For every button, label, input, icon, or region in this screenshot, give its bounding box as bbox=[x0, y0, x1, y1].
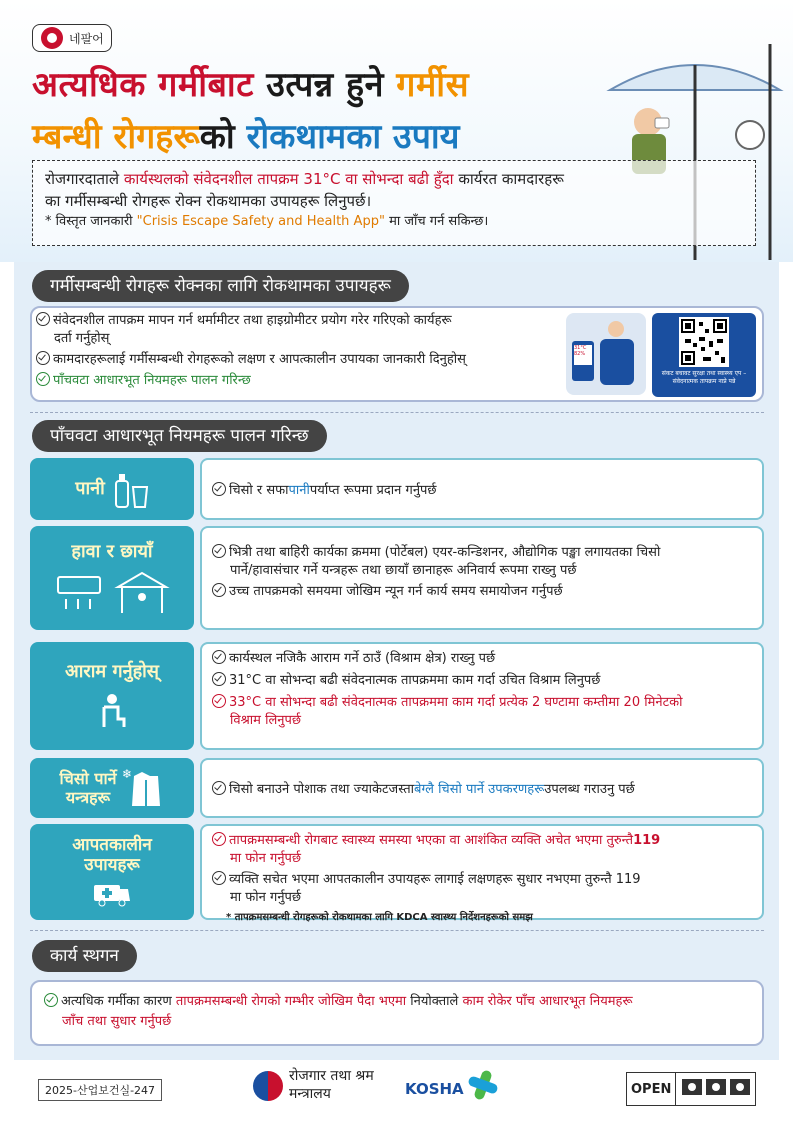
rule-title: आराम गर्नुहोस् bbox=[65, 661, 159, 683]
check-icon bbox=[212, 832, 226, 846]
rule-item bbox=[212, 583, 752, 602]
qr-caption: संकट बचावट सुरक्षा तथा स्वास्थ्य एप – संवेदनात्मक तापक्रम नाप्ने पन्ने bbox=[661, 370, 747, 385]
rule-item bbox=[212, 650, 752, 669]
check-icon bbox=[212, 482, 226, 496]
section-title-work-stoppage: कार्य स्थगन bbox=[32, 940, 137, 972]
kosha-cross-icon bbox=[466, 1068, 500, 1102]
license-icons bbox=[676, 1077, 755, 1101]
rule-item-cont: विश्राम लिनुपर्छ bbox=[230, 712, 301, 728]
ambulance-icon bbox=[92, 879, 132, 909]
rule-item bbox=[212, 672, 752, 691]
section-title-five-rules: पाँचवटा आधारभूत नियमहरू पालन गरिन्छ bbox=[32, 420, 327, 452]
title-part: अत्यधिक गर्मीबाट bbox=[32, 65, 267, 105]
rule-title: आपतकालीन bbox=[72, 834, 152, 855]
svg-text:❄: ❄ bbox=[122, 767, 133, 781]
stoppage-highlight: तापक्रमसम्बन्धी रोगको गम्भीर जोखिम पैदा भएमा bbox=[175, 994, 407, 1009]
rule-text: पर्याप्त रूपमा प्रदान गर्नुपर्छ bbox=[309, 483, 437, 498]
check-icon bbox=[36, 312, 50, 326]
title-part: उत्पन्न हुने bbox=[266, 65, 397, 105]
rule-body-emergency bbox=[200, 824, 764, 924]
rule-item-cont: पार्ने/हावासंचार गर्ने यन्त्रहरू तथा छायाँ छानाहरू अनिवार्य रूपमा राख्नु पर्छ bbox=[230, 562, 577, 578]
stoppage-line-2: जाँच तथा सुधार गर्नुपर्छ bbox=[62, 1013, 172, 1029]
rule-label-water bbox=[30, 458, 194, 520]
stoppage-highlight: काम रोकेर पाँच आधारभूत नियमहरू bbox=[462, 994, 633, 1009]
kdca-note: * तापक्रमसम्बन्धी रोगहरूको रोकथामका लागि KDCA स्वास्थ्य निर्देशनहरूको समझ bbox=[226, 912, 533, 924]
app-name: "Crisis Escape Safety and Health App" bbox=[136, 213, 385, 229]
worker-body bbox=[600, 339, 634, 385]
rule-text: 33°C वा सोभन्दा बढी संवेदनात्मक तापक्रममा काम गर्दा प्रत्येक 2 घण्टामा कम्तीमा 20 मिनेटको bbox=[229, 694, 683, 710]
note-text: * विस्तृत जानकारी bbox=[45, 213, 137, 229]
open-license-mark bbox=[626, 1072, 756, 1106]
water-bottle-icon bbox=[113, 469, 149, 509]
ministry-logo bbox=[253, 1068, 374, 1103]
divider bbox=[30, 412, 764, 413]
divider bbox=[30, 930, 764, 931]
title-part: को bbox=[199, 117, 247, 157]
air-conditioner-shade-icon bbox=[52, 569, 172, 615]
device-reading: 31°C 82% bbox=[574, 345, 592, 365]
rule-item bbox=[212, 694, 752, 713]
rule-item bbox=[212, 832, 752, 851]
list-item bbox=[36, 372, 556, 391]
item-text: पाँचवटा आधारभूत नियमहरू पालन गरिन्छ bbox=[53, 372, 251, 388]
check-icon bbox=[212, 583, 226, 597]
list-item bbox=[36, 351, 556, 370]
document-code: 2025-산업보건실-247 bbox=[38, 1079, 162, 1101]
rule-title-group bbox=[60, 769, 117, 807]
rule-text: भित्री तथा बाहिरी कार्यका क्रममा (पोर्टेबल) एयर-कन्डिशनर, औद्योगिक पङ्खा लगायतका चिसो bbox=[229, 545, 661, 560]
title-part: गर्मीस bbox=[396, 65, 470, 105]
title-line-1 bbox=[32, 60, 469, 106]
list-item bbox=[36, 312, 556, 331]
rule-text: व्यक्ति सचेत भएमा आपतकालीन उपायहरू लागाई लक्षणहरू सुधार नभएमा तुरुन्तै 119 bbox=[229, 871, 641, 887]
intro-text: रोजगारदाताले bbox=[45, 170, 124, 188]
intro-line-2: का गर्मीसम्बन्धी रोगहरू रोक्न रोकथामका उपायहरू लिनुपर्छ। bbox=[45, 191, 372, 210]
rule-body-cooling bbox=[200, 758, 764, 818]
rule-label-cooling bbox=[30, 758, 194, 818]
worker-head bbox=[608, 321, 624, 337]
open-label: OPEN bbox=[627, 1073, 676, 1105]
prevention-list bbox=[36, 312, 556, 392]
ministry-line: रोजगार तथा श्रम bbox=[289, 1068, 374, 1084]
kosha-text: KOSHA bbox=[405, 1080, 464, 1098]
item-text: संवेदनशील तापक्रम मापन गर्न थर्मामीटर तथा हाइग्रोमीटर प्रयोग गरेर गरिएको कार्यहरू bbox=[53, 313, 452, 328]
title-part: म्बन्धी रोगहरू bbox=[32, 117, 200, 157]
intro-text: कार्यरत कामदारहरू bbox=[453, 170, 564, 188]
list-item-cont: दर्ता गर्नुहोस् bbox=[54, 330, 110, 346]
qr-code-icon bbox=[679, 317, 729, 367]
check-icon bbox=[212, 544, 226, 558]
rule-title: चिसो पार्ने bbox=[59, 768, 117, 788]
intro-highlight: कार्यस्थलको संवेदनशील तापक्रम 31°C वा सोभन्दा बढी हुँदा bbox=[123, 170, 454, 188]
section-title-prevention: गर्मीसम्बन्धी रोगहरू रोक्नका लागि रोकथामका उपायहरू bbox=[32, 270, 409, 302]
rule-highlight: बेग्लै चिसो पार्ने उपकरणहरू bbox=[414, 782, 545, 797]
qr-code[interactable] bbox=[679, 317, 729, 367]
rule-body-rest bbox=[200, 642, 764, 750]
title-part: रोकथामका उपाय bbox=[246, 117, 460, 157]
rule-text: चिसो बनाउने पोशाक तथा ज्याकेटजस्ता bbox=[229, 782, 415, 797]
rule-label-rest bbox=[30, 642, 194, 750]
rule-text: उच्च तापक्रमको समयमा जोखिम न्यून गर्न कार्य समय समायोजन गर्नुपर्छ bbox=[229, 583, 563, 599]
ministry-name bbox=[289, 1068, 374, 1103]
language-label: 네팔어 bbox=[69, 31, 104, 46]
rule-item-cont: मा फोन गर्नुपर्छ bbox=[230, 850, 302, 866]
rule-title: पानी bbox=[75, 478, 105, 500]
stoppage-line-1 bbox=[44, 992, 750, 1012]
check-icon bbox=[36, 351, 50, 365]
rule-body-water bbox=[200, 458, 764, 520]
rule-highlight: पानी bbox=[288, 483, 310, 498]
rule-label-air-shade bbox=[30, 526, 194, 630]
rule-text: चिसो र सफा bbox=[229, 483, 289, 498]
rule-title: यन्त्रहरू bbox=[65, 788, 111, 807]
cooling-vest-icon bbox=[120, 766, 164, 810]
rule-title: उपायहरू bbox=[84, 855, 140, 875]
note-text: मा जाँच गर्न सकिन्छ। bbox=[384, 213, 489, 229]
rule-text: उपलब्ध गराउनु पर्छ bbox=[544, 782, 635, 797]
stoppage-text: अत्यधिक गर्मीका कारण bbox=[61, 994, 176, 1009]
item-text: कामदारहरूलाई गर्मीसम्बन्धी रोगहरूको लक्षण र आपत्कालीन उपायका जानकारी दिनुहोस् bbox=[53, 351, 466, 367]
qr-panel[interactable] bbox=[652, 313, 756, 397]
check-icon bbox=[212, 781, 226, 795]
title-line-2 bbox=[32, 112, 459, 158]
rule-title: हावा र छायाँ bbox=[71, 541, 153, 563]
rule-item bbox=[212, 544, 752, 563]
check-icon bbox=[212, 694, 226, 708]
check-icon bbox=[212, 650, 226, 664]
kosha-logo bbox=[405, 1068, 500, 1102]
korea-emblem-icon bbox=[253, 1071, 283, 1101]
check-icon bbox=[212, 672, 226, 686]
intro-line-1 bbox=[45, 169, 743, 191]
thermometer-worker-illustration bbox=[566, 313, 646, 395]
rule-text: कार्यस्थल नजिकै आराम गर्ने ठाउँ (विश्राम क्षेत्र) राख्नु पर्छ bbox=[229, 651, 496, 666]
intro-note bbox=[45, 213, 743, 232]
ministry-line: मन्त्रालय bbox=[289, 1085, 331, 1102]
intro-box bbox=[32, 160, 756, 246]
rule-body-air-shade bbox=[200, 526, 764, 630]
check-icon bbox=[212, 871, 226, 885]
rule-text: तापक्रमसम्बन्धी रोगबाट स्वास्थ्य समस्या भएका वा आशंकित व्यक्ति अचेत भएमा तुरुन्तै bbox=[229, 833, 634, 848]
resting-person-icon bbox=[92, 691, 132, 731]
rule-item-cont: मा फोन गर्नुपर्छ bbox=[230, 889, 302, 905]
rule-item bbox=[212, 871, 752, 890]
rule-label-emergency bbox=[30, 824, 194, 920]
rule-text: 31°C वा सोभन्दा बढी संवेदनात्मक तापक्रममा काम गर्दा उचित विश्राम लिनुपर्छ bbox=[229, 672, 601, 688]
check-icon bbox=[44, 993, 58, 1007]
work-stoppage-card bbox=[30, 980, 764, 1046]
stoppage-text: नियोक्ताले bbox=[406, 994, 463, 1009]
language-badge bbox=[32, 24, 112, 52]
emergency-number: 119 bbox=[633, 833, 661, 848]
nepal-flag-icon bbox=[41, 27, 63, 49]
check-icon bbox=[36, 372, 50, 386]
